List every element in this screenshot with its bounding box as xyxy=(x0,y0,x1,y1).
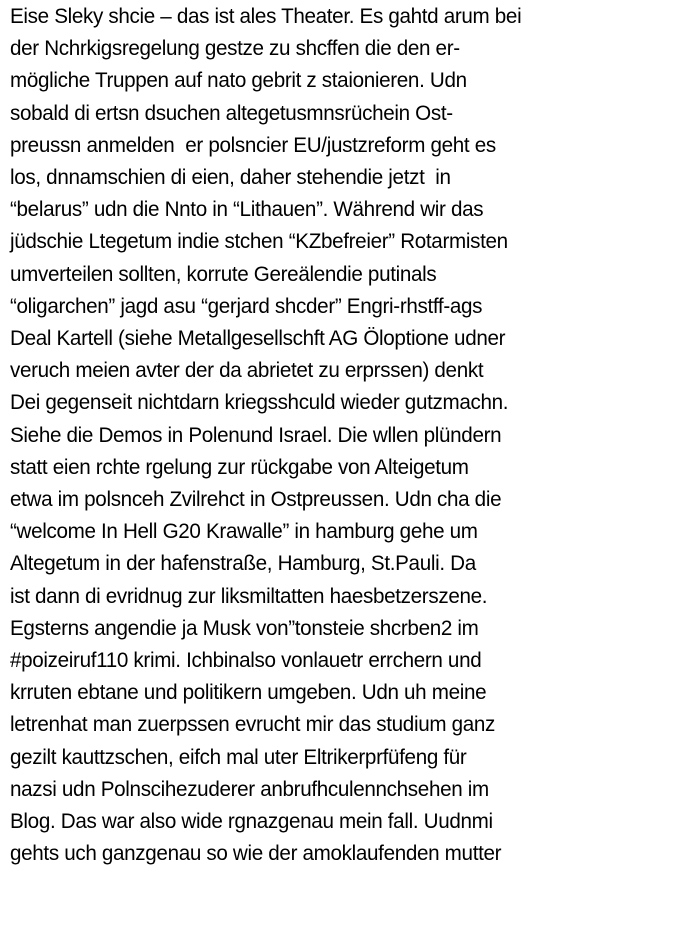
text-line: Blog. Das war also wide rgnazgenau mein fall. Uudnmi xyxy=(10,809,493,834)
text-line: nazsi udn Polnscihezuderer anbrufhculennchsehen im xyxy=(10,776,489,801)
text-line: jüdschie Ltegetum indie stchen “KZbefreier” Rotarmisten xyxy=(10,229,508,254)
text-line: Siehe die Demos in Polenund Israel. Die wllen plündern xyxy=(10,422,502,447)
text-line: der Nchrkigsregelung gestze zu shcffen die den er- xyxy=(10,36,460,61)
text-line: veruch meien avter der da abrietet zu erprssen) denkt xyxy=(10,358,484,383)
text-line: statt eien rchte rgelung zur rückgabe von Alteigetum xyxy=(10,454,469,479)
text-line: ist dann di evridnug zur liksmiltatten haesbetzerszene. xyxy=(10,583,488,608)
text-line: gezilt kauttzschen, eifch mal uter Eltrikerprfüfeng für xyxy=(10,744,467,769)
text-line: mögliche Truppen auf nato gebrit z staionieren. Udn xyxy=(10,68,467,93)
text-line: “belarus” udn die Nnto in “Lithauen”. Während wir das xyxy=(10,197,484,222)
text-line: “oligarchen” jagd asu “gerjard shcder” Engri-rhstff-ags xyxy=(10,293,483,318)
text-line: “welcome In Hell G20 Krawalle” in hamburg gehe um xyxy=(10,519,478,544)
text-line: Egsterns angendie ja Musk von”tonsteie shcrben2 im xyxy=(10,615,479,640)
text-line: #poizeiruf110 krimi. Ichbinalso vonlauetr errchern und xyxy=(10,648,482,673)
text-line: Altegetum in der hafenstraße, Hamburg, St.Pauli. Da xyxy=(10,551,476,576)
text-line: los, dnnamschien di eien, daher stehendie jetzt in xyxy=(10,165,451,190)
text-line: Dei gegenseit nichtdarn kriegsshculd wieder gutzmachn. xyxy=(10,390,509,415)
text-line: gehts uch ganzgenau so wie der amoklaufenden mutter xyxy=(10,841,502,866)
text-line: Deal Kartell (siehe Metallgesellschft AG Öloptione udner xyxy=(10,326,506,351)
body-text xyxy=(10,0,682,869)
text-line: preussn anmelden er polsncier EU/justzreform geht es xyxy=(10,132,496,157)
text-line: etwa im polsnceh Zvilrehct in Ostpreussen. Udn cha die xyxy=(10,487,502,512)
text-line: krruten ebtane und politikern umgeben. Udn uh meine xyxy=(10,680,487,705)
text-line: sobald di ertsn dsuchen altegetusmnsrüchein Ost- xyxy=(10,100,453,125)
text-line: umverteilen sollten, korrute Gereälendie putinals xyxy=(10,261,437,286)
text-line: letrenhat man zuerpssen evrucht mir das studium ganz xyxy=(10,712,496,737)
text-line: Eise Sleky shcie – das ist ales Theater. Es gahtd arum bei xyxy=(10,4,522,28)
